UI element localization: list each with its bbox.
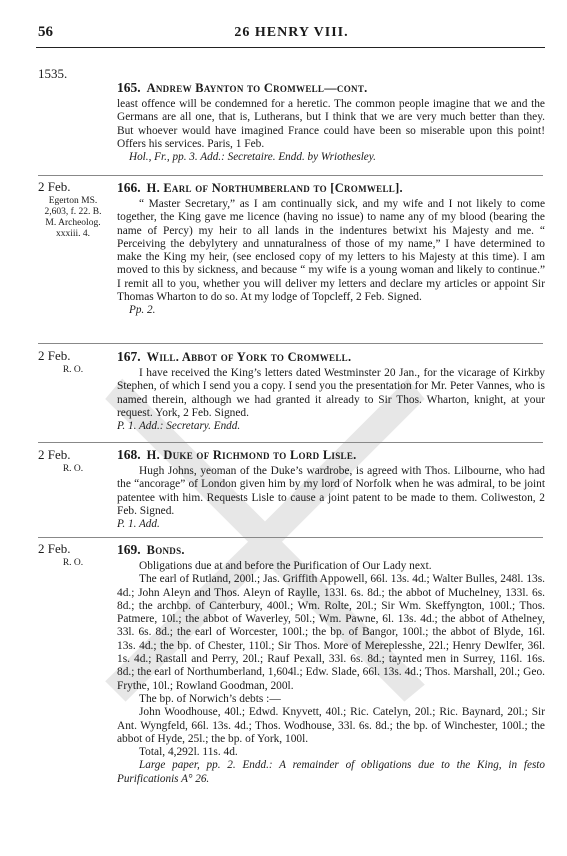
source-reference: R. O. xyxy=(62,558,84,568)
entry-title: 167. Will. Abbot of York to Cromwell. xyxy=(117,349,352,364)
entry-title: 169. Bonds. xyxy=(117,542,185,557)
entry-169-margin: 2 Feb. R. O. xyxy=(38,541,116,569)
norwich-debts-list: John Woodhouse, 40l.; Edwd. Knyvett, 40l.; Ric. Catelyn, 20l.; Ric. Baynard, 20l.; Sir Ant. Wyngfeld, 66l. 13s. 4d.; Thos. Wodhouse, 33l. 6s. 8d.; the bp. of Winchester, 100l.; the abbot of Hyde, 25l.; the bp. of York, 100l. xyxy=(117,706,545,745)
entry-165 xyxy=(117,80,545,164)
entry-text: “ Master Secretary,” as I am continually sick, and my wife and I not likely to come together, the King gave me licence (having no issue) to name any of my blood (bearing the name of Percy) my heir to all lands in the indentures betwixt his Majesty and me. “ Perceiving the debylytery and unnaturalness of those of my name,” I have determined to make the King my heir, (see enclosed copy of my letters to his Majesty at this time). I am moved to this by sickness, and because “ my wife is a young woman and likely to continue.” I remit all to you, whether you will deliver my letters and declare my articles or appoint Sir Thomas Wharton to do so. At my lodge of Topcleff, 2 Feb. Signed. xyxy=(117,198,545,304)
total-line: Total, 4,292l. 11s. 4d. xyxy=(139,746,238,759)
entry-text: least offence will be condemned for a heretic. The common people imagine that we and the Germans are all one, that is, Lutherans, but I think that we are very much better than they. But whoever would have imagined France could have been so miserable upon this point! Offers his services. Paris, 1 Feb. xyxy=(117,98,545,150)
source-reference: R. O. xyxy=(62,365,84,375)
entry-separator xyxy=(38,537,543,538)
entry-text: I have received the King’s letters dated Westminster 20 Jan., for the vicarage of Kirkby Stephen, of which I send you a copy. I send you the presentation for Mr. Peter Vannes, who is named therein, although we had granted it already to Sir Thos. Wharton, knight, at your request. York, 2 Feb. Signed. xyxy=(117,367,545,419)
entry-166-margin: 2 Feb. Egerton MS. 2,603, f. 22. B. M. Archeolog. xxxiii. 4. xyxy=(38,179,116,240)
entry-title: 166. H. Earl of Northumberland to [Cromwell]. xyxy=(117,180,403,195)
entry-separator xyxy=(38,442,543,443)
year-marker: 1535. xyxy=(38,66,68,81)
entry-endorsement: P. 1. Add. xyxy=(117,518,160,531)
running-title: 26 HENRY VIII. xyxy=(234,25,349,40)
entry-separator xyxy=(38,343,543,344)
entry-168 xyxy=(117,447,545,531)
entry-endorsement: Large paper, pp. 2. Endd.: A remainder of obligations due to the King, in festo Purificationis A° 26. xyxy=(117,759,545,785)
header-rule xyxy=(36,47,545,48)
entry-separator xyxy=(38,175,543,176)
source-reference: R. O. xyxy=(62,464,84,474)
entry-endorsement: Pp. 2. xyxy=(129,304,156,317)
entry-168-margin: 2 Feb. R. O. xyxy=(38,447,116,475)
entry-endorsement: Hol., Fr., pp. 3. Add.: Secretaire. Endd. by Wriothesley. xyxy=(129,151,376,164)
entry-167-margin: 2 Feb. R. O. xyxy=(38,348,116,376)
page-number: 56 xyxy=(38,24,53,40)
norwich-heading: The bp. of Norwich’s debts :— xyxy=(139,692,281,705)
entry-title: 165. Andrew Baynton to Cromwell—cont. xyxy=(117,80,368,95)
entry-167 xyxy=(117,349,545,433)
entry-intro: Obligations due at and before the Purification of Our Lady next. xyxy=(139,560,432,572)
running-header xyxy=(38,24,545,44)
entry-166 xyxy=(117,180,545,318)
entry-endorsement: P. 1. Add.: Secretary. Endd. xyxy=(117,420,241,433)
source-reference: Egerton MS. 2,603, f. 22. B. M. Archeolog. xxxiii. 4. xyxy=(44,196,102,239)
entry-169 xyxy=(117,542,545,786)
entry-text: Hugh Johns, yeoman of the Duke’s wardrobe, is agreed with Thos. Lilbourne, who had the “ancorage” of London given him by my lord of Norfolk when he was admiral, to be joint patentee with him. Requests Lisle to cause a joint patent to be made to them. Coliweston, 2 Feb. Signed. xyxy=(117,465,545,517)
entry-title: 168. H. Duke of Richmond to Lord Lisle. xyxy=(117,447,357,462)
obligations-list: The earl of Rutland, 200l.; Jas. Griffith Appowell, 66l. 13s. 4d.; Walter Bulles, 248l. 13s. 4d.; John Aleyn and Thos. Aleyn of Raylle, 133l. 6s. 8d.; the abbot of Muchelney, 133l. 6s. 8d.; the archbp. of Canterbury, 400l.; Wm. Rolte, 20l.; Sir Wm. Skeffyngton, 100l.; Thos. Patmere, 10l.; the abbot of Waverley, 50l.; Wm. Pawne, 6l. 13s. 4d.; the abbot of Athelney, 33l. 6s. 8d.; the earl of Worcester, 100l.; the bp. of Bangor, 100l.; the abbot of Blyde, 16l. 13s. 4d.; the bp. of Chester, 110l.; Sir Thos. More of Mereplesshe, 22l.; Henry Dewlfer, 36l. 1s. 4d.; Rastall and Perry, 20l.; Rauf Pexall, 33l. 6s. 8d.; taynted men in Surrey, 116l. 16s. 8d.; the earl of Northumberland, 1,604l.; Edw. Slade, 66l. 13s. 4d.; Thos. Marshall, 20l.; Geo. Frythe, 10l.; Rowland Goodman, 200l. xyxy=(117,573,545,692)
